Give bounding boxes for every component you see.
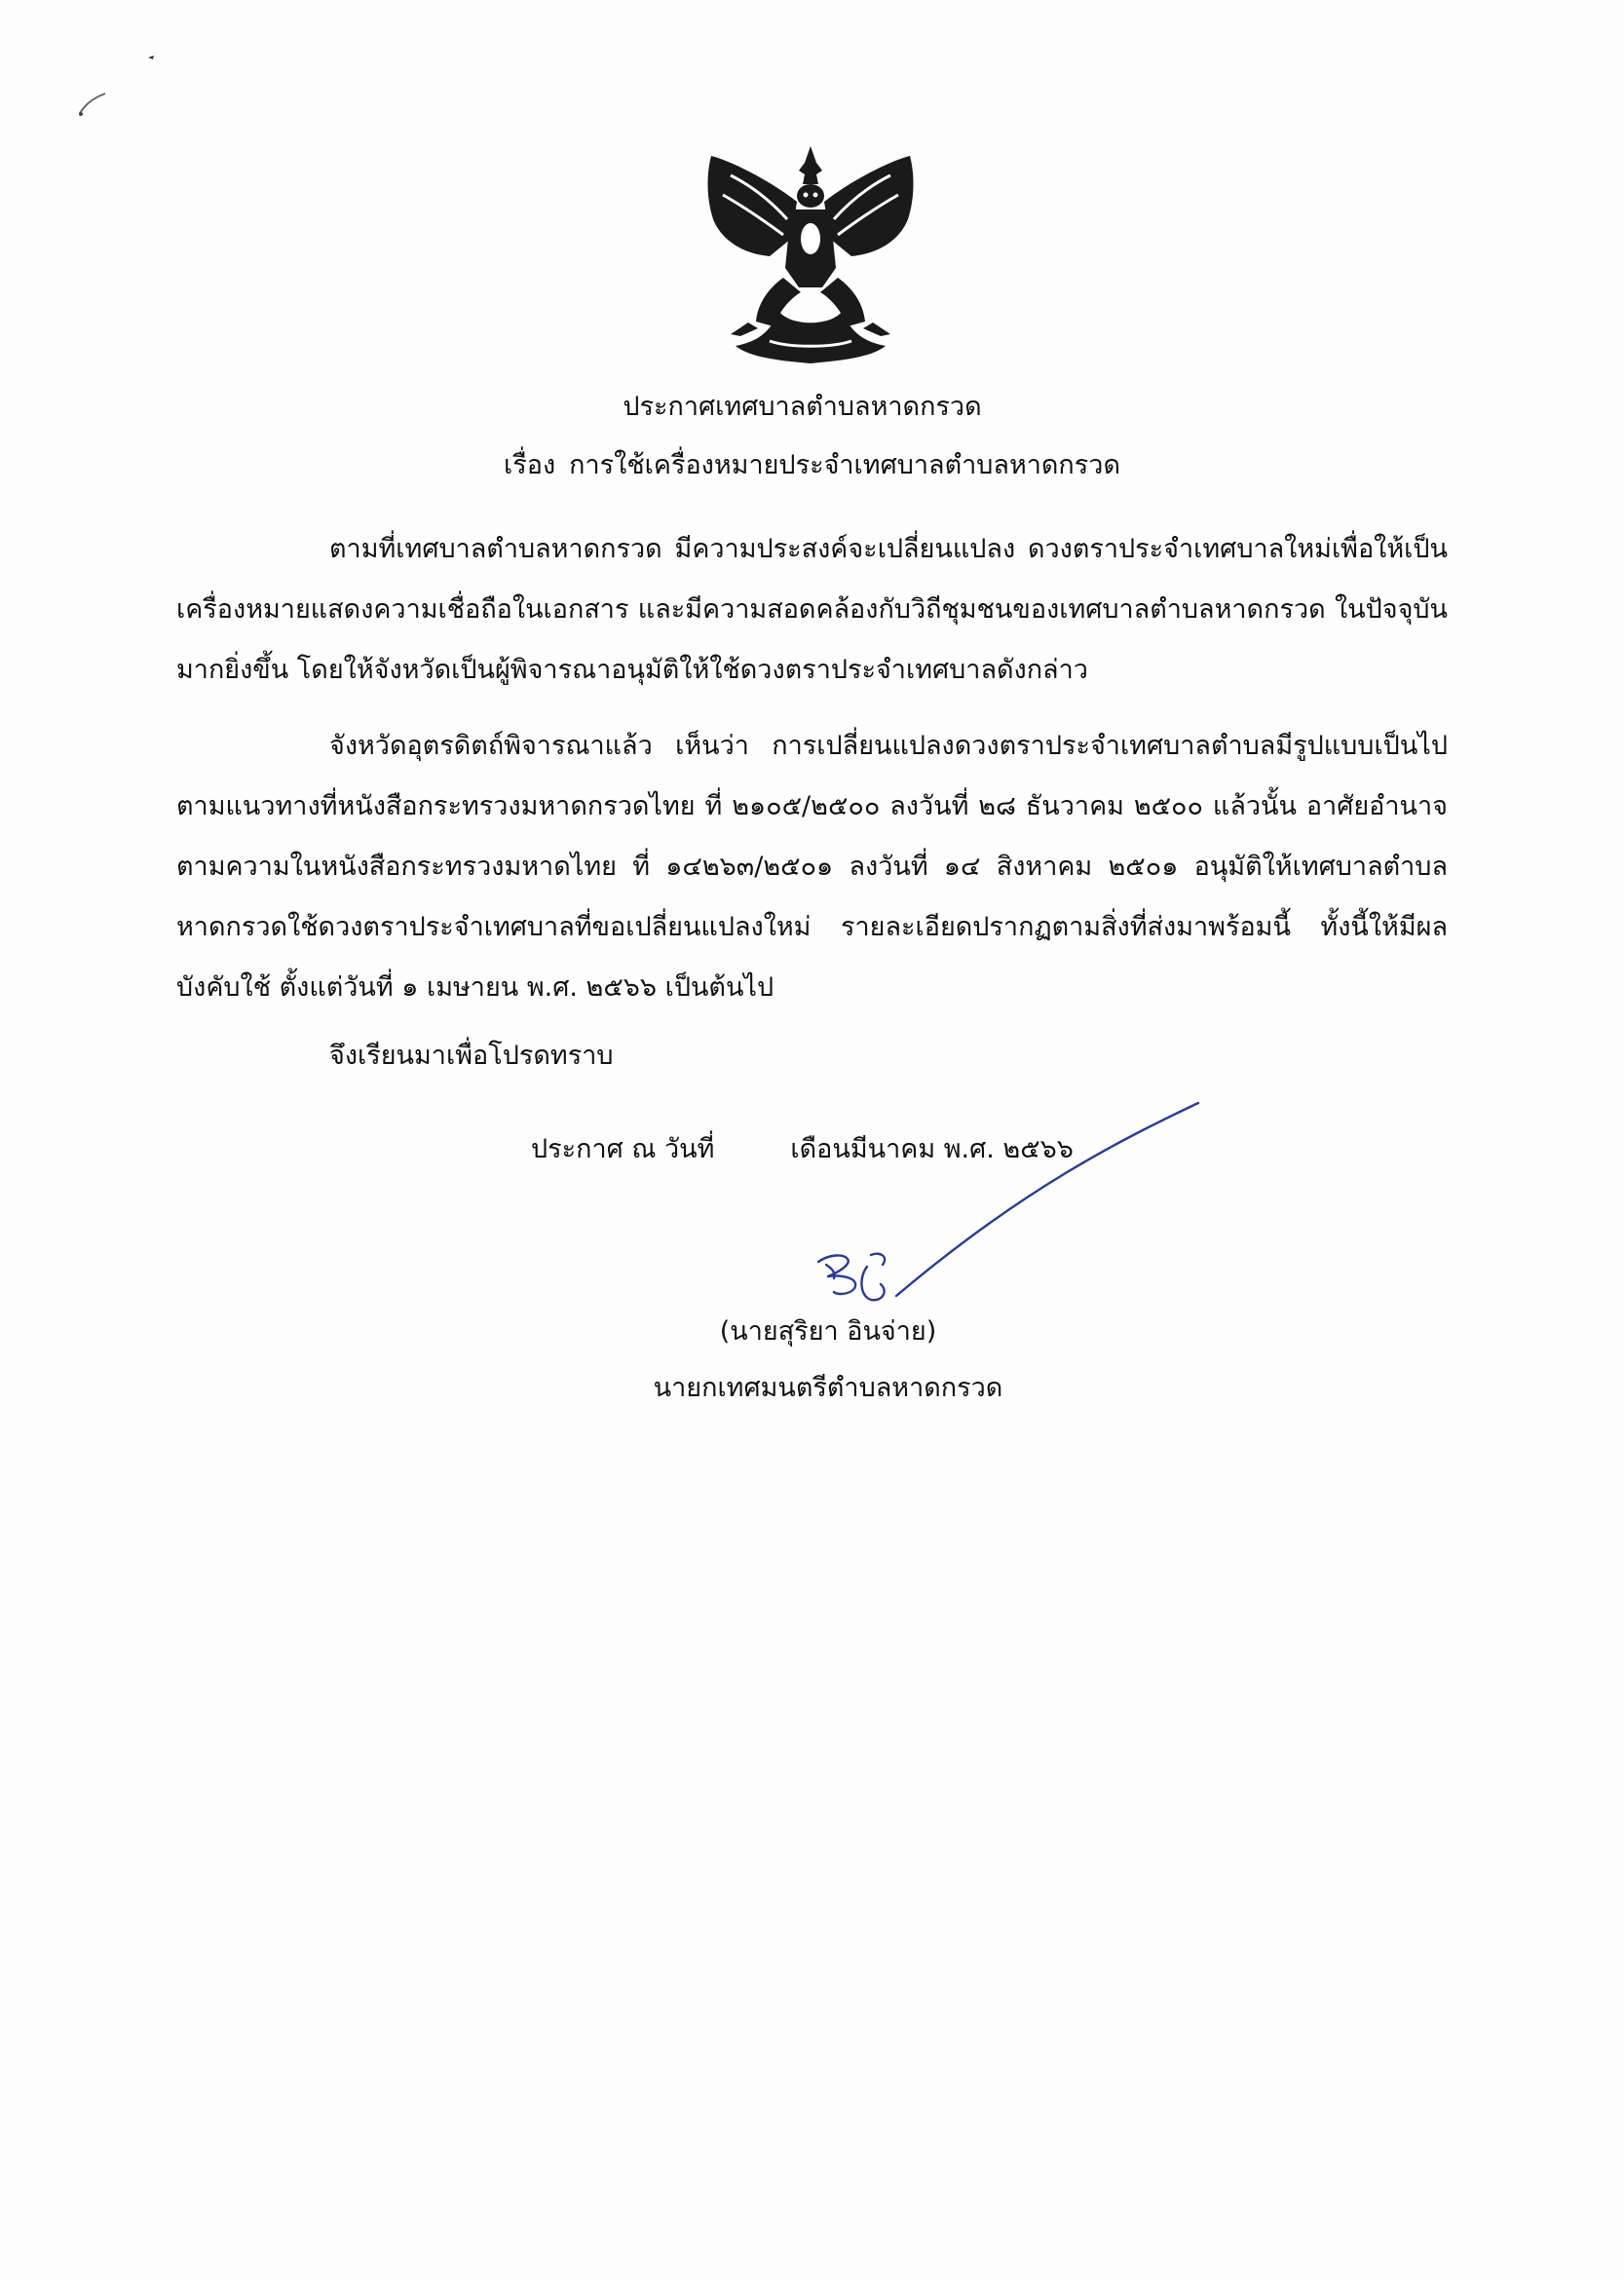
body-paragraph-1: ตามที่เทศบาลตำบลหาดกรวด มีความประสงค์จะเปลี่ยนแปลง ดวงตราประจำเทศบาลใหม่เพื่อให้เป็นเครื่องหมายแสดงความเชื่อถือในเอกสาร และมีความสอดคล้องกับวิถีชุมชนของเทศบาลตำบลหาดกรวด ในปัจจุบันมากยิ่งขึ้น โดยให้จังหวัดเป็นผู้พิจารณาอนุมัติให้ใช้ดวงตราประจำเทศบาลดังกล่าว <box>176 534 1448 685</box>
signer-name: (นายสุริยา อินจ่าย) <box>719 1316 937 1347</box>
speck-mark <box>76 90 111 119</box>
subject-label: เรื่อง <box>504 450 556 480</box>
body-paragraph-2: จังหวัดอุตรดิตถ์พิจารณาแล้ว เห็นว่า การเปลี่ยนแปลงดวงตราประจำเทศบาลตำบลมีรูปแบบเป็นไปตามแนวทางที่หนังสือกระทรวงมหาดกรวดไทย ที่ ๒๑๐๕/๒๕๐๐ ลงวันที่ ๒๘ ธันวาคม ๒๕๐๐ แล้วนั้น อาศัยอำนาจตามความในหนังสือกระทรวงมหาดไทย ที่ ๑๔๒๖๓/๒๕๐๑ ลงวันที่ ๑๔ สิงหาคม ๒๕๐๑ อนุมัติให้เทศบาลตำบลหาดกรวดใช้ดวงตราประจำเทศบาลที่ขอเปลี่ยนแปลงใหม่ รายละเอียดปรากฏตามสิ่งที่ส่งมาพร้อมนี้ ทั้งนี้ให้มีผลบังคับใช้ ตั้งแต่วันที่ ๑ เมษายน พ.ศ. ๒๕๖๖ เป็นต้นไป <box>176 731 1448 1003</box>
date-month-year: เดือนมีนาคม พ.ศ. ๒๕๖๖ <box>790 1134 1074 1164</box>
document-title: ประกาศเทศบาลตำบลหาดกรวด <box>623 392 982 422</box>
document-subject <box>0 446 1624 485</box>
subject-text: การใช้เครื่องหมายประจำเทศบาลตำบลหาดกรวด <box>569 450 1120 480</box>
garuda-emblem-icon <box>701 141 921 365</box>
signer-position: นายกเทศมนตรีตำบลหาดกรวด <box>653 1373 1003 1403</box>
date-prefix: ประกาศ ณ วันที่ <box>531 1134 715 1164</box>
handwritten-signature-icon <box>799 1091 1208 1315</box>
closing-line: จึงเรียนมาเพื่อโปรดทราบ <box>329 1041 614 1071</box>
speck-mark <box>146 54 158 65</box>
